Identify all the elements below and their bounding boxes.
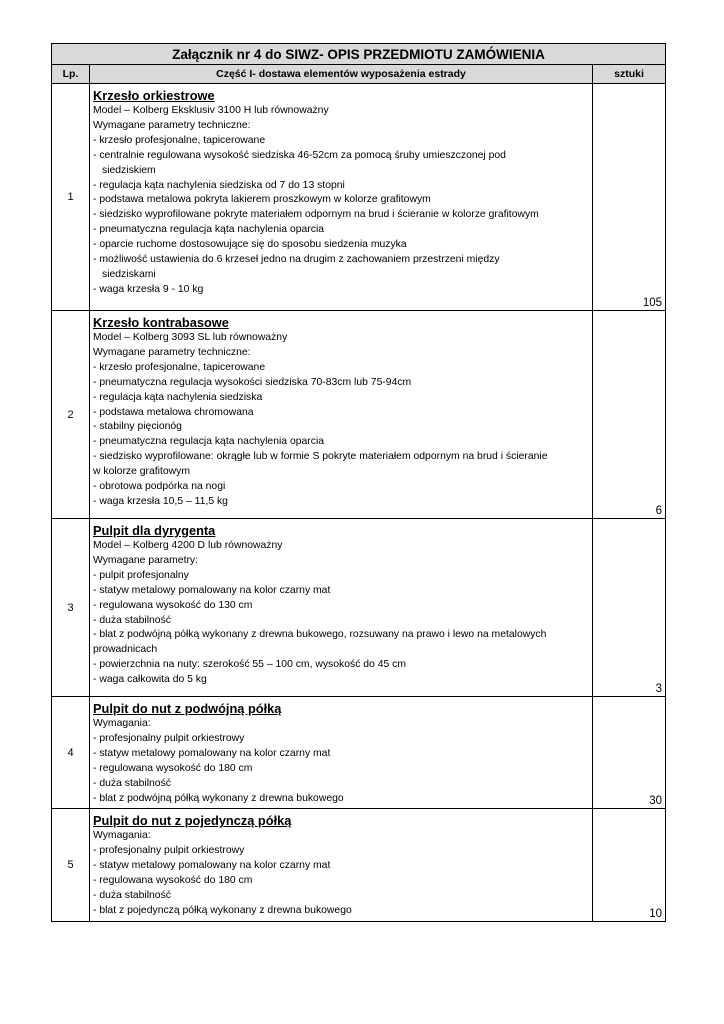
header-lp: Lp. xyxy=(52,65,90,84)
item-spec-line: - pneumatyczna regulacja wysokości siedziska 70-83cm lub 75-94cm xyxy=(93,376,412,388)
item-number: 5 xyxy=(52,809,90,921)
item-name: Krzesło orkiestrowe xyxy=(93,88,215,103)
item-spec-line: - duża stabilność xyxy=(93,890,171,902)
item-spec-line: - statyw metalowy pomalowany na kolor czarny mat xyxy=(93,860,331,872)
table-row xyxy=(52,697,666,809)
item-spec-line: - profesjonalny pulpit orkiestrowy xyxy=(93,732,245,744)
item-spec-line: - blat z podwójną półką wykonany z drewna bukowego, rozsuwany na prawo i lewo na metalowych xyxy=(93,629,547,641)
item-description xyxy=(90,311,593,519)
item-name: Pulpit do nut z pojedynczą półką xyxy=(93,813,292,829)
item-description xyxy=(90,84,593,311)
item-spec-line: w kolorze grafitowym xyxy=(93,466,191,478)
item-requirements-header: Wymagane parametry techniczne: xyxy=(93,346,251,358)
item-spec-line: siedziskami xyxy=(102,268,156,280)
item-spec-line: siedziskiem xyxy=(102,164,156,176)
title-row xyxy=(52,44,666,65)
item-spec-line: - waga krzesła 10,5 – 11,5 kg xyxy=(93,495,228,507)
item-spec-line: - waga całkowita do 5 kg xyxy=(93,674,207,686)
header-qty: sztuki xyxy=(593,65,666,84)
document-title: Załącznik nr 4 do SIWZ- OPIS PRZEDMIOTU ZAMÓWIENIA xyxy=(52,44,666,65)
item-spec-line: - obrotowa podpórka na nogi xyxy=(93,481,226,493)
item-quantity: 6 xyxy=(593,311,666,519)
item-spec-line: - podstawa metalowa chromowana xyxy=(93,406,254,418)
item-spec-line: - krzesło profesjonalne, tapicerowane xyxy=(93,361,266,373)
item-name: Krzesło kontrabasowe xyxy=(93,315,229,330)
item-spec-line: - statyw metalowy pomalowany na kolor czarny mat xyxy=(93,747,331,759)
item-spec-line: - pneumatyczna regulacja kąta nachylenia oparcia xyxy=(93,224,325,236)
item-spec-line: - blat z podwójną półką wykonany z drewna bukowego xyxy=(93,792,344,804)
item-spec-line: - regulowana wysokość do 130 cm xyxy=(93,599,253,611)
item-description xyxy=(90,809,593,921)
item-quantity: 3 xyxy=(593,519,666,697)
item-spec-line: - regulacja kąta nachylenia siedziska od 7 do 13 stopni xyxy=(93,179,345,191)
item-spec-line: - duża stabilność xyxy=(93,614,171,626)
item-requirements-header: Wymagane parametry: xyxy=(93,554,199,566)
header-part: Część I- dostawa elementów wyposażenia estrady xyxy=(90,65,593,84)
header-row xyxy=(52,65,666,84)
item-spec-line: prowadnicach xyxy=(93,644,158,656)
table-row xyxy=(52,809,666,921)
item-number: 1 xyxy=(52,84,90,311)
item-number: 3 xyxy=(52,519,90,697)
item-model: Model – Kolberg Eksklusiv 3100 H lub równoważny xyxy=(93,105,329,116)
item-model: Model – Kolberg 3093 SL lub równoważny xyxy=(93,332,288,343)
item-spec-line: - blat z pojedynczą półką wykonany z drewna bukowego xyxy=(93,904,352,916)
item-spec-line: - waga krzesła 9 - 10 kg xyxy=(93,283,204,295)
item-model: Model – Kolberg 4200 D lub równoważny xyxy=(93,540,283,551)
item-number: 4 xyxy=(52,697,90,809)
item-spec-line: - siedzisko wyprofilowane pokryte materiałem odpornym na brud i ścieranie w kolorze grafitowym xyxy=(93,209,539,221)
item-spec-line: - regulowana wysokość do 180 cm xyxy=(93,875,253,887)
item-quantity: 30 xyxy=(593,697,666,809)
item-spec-line: - oparcie ruchome dostosowujące się do sposobu siedzenia muzyka xyxy=(93,239,407,251)
item-name: Pulpit do nut z podwójną półką xyxy=(93,701,282,716)
item-requirements-header: Wymagane parametry techniczne: xyxy=(93,119,251,131)
item-spec-line: - regulacja kąta nachylenia siedziska xyxy=(93,391,263,403)
item-spec-line: - możliwość ustawienia do 6 krzeseł jedno na drugim z zachowaniem przestrzeni między xyxy=(93,254,500,266)
item-spec-line: - profesjonalny pulpit orkiestrowy xyxy=(93,845,245,857)
item-spec-line: - pneumatyczna regulacja kąta nachylenia oparcia xyxy=(93,436,325,448)
item-requirements-header: Wymagania: xyxy=(93,830,151,842)
item-quantity: 10 xyxy=(593,809,666,921)
item-spec-line: - regulowana wysokość do 180 cm xyxy=(93,762,253,774)
specification-table xyxy=(51,43,666,922)
item-spec-line: - statyw metalowy pomalowany na kolor czarny mat xyxy=(93,584,331,596)
item-spec-line: - pulpit profesjonalny xyxy=(93,569,189,581)
item-spec-line: - stabilny pięcionóg xyxy=(93,421,182,433)
item-spec-line: - centralnie regulowana wysokość siedziska 46-52cm za pomocą śruby umieszczonej pod xyxy=(93,149,506,161)
item-spec-line: - duża stabilność xyxy=(93,777,171,789)
table-row xyxy=(52,519,666,697)
item-spec-line: - powierzchnia na nuty: szerokość 55 – 100 cm, wysokość do 45 cm xyxy=(93,659,407,671)
table-row xyxy=(52,84,666,311)
item-quantity: 105 xyxy=(593,84,666,311)
item-description xyxy=(90,519,593,697)
table-row xyxy=(52,311,666,519)
item-spec-line: - siedzisko wyprofilowane: okrągłe lub w formie S pokryte materiałem odpornym na brud i ścieranie xyxy=(93,451,548,463)
item-spec-line: - podstawa metalowa pokryta lakierem proszkowym w kolorze grafitowym xyxy=(93,194,431,206)
item-spec-line: - krzesło profesjonalne, tapicerowane xyxy=(93,134,266,146)
item-requirements-header: Wymagania: xyxy=(93,718,151,729)
item-description xyxy=(90,697,593,809)
item-name: Pulpit dla dyrygenta xyxy=(93,523,216,538)
item-number: 2 xyxy=(52,311,90,519)
